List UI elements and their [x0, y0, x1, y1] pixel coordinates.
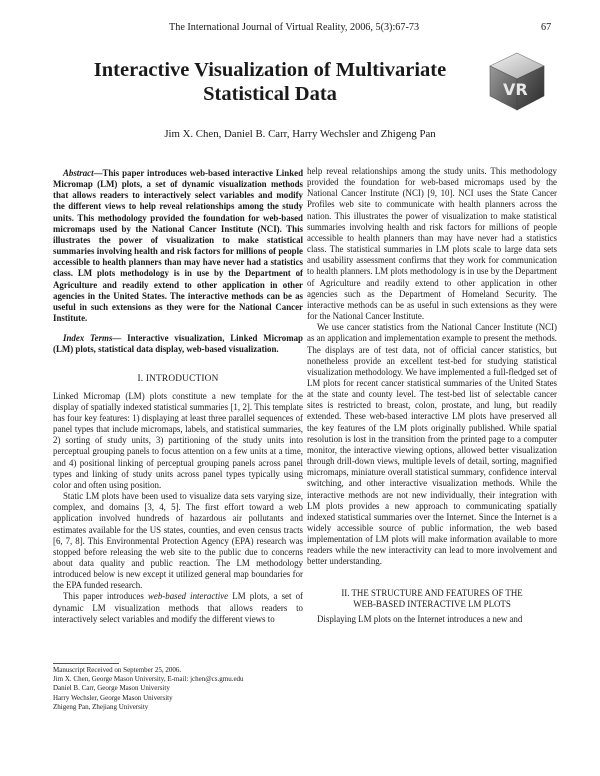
page-number: 67: [541, 22, 552, 33]
intro-p3-end: LM plots, a set of dynamic LM visualization methods that allows readers to interactively select variables and modify the different views to: [53, 591, 304, 624]
section-heading-introduction: I. INTRODUCTION: [137, 373, 219, 384]
footnote-received: Manuscript Received on September 25, 2006.: [53, 666, 182, 674]
structure-paragraph-1: Displaying LM plots on the Internet introduces a new and: [317, 613, 523, 624]
logo-text: VR: [503, 80, 528, 99]
abstract-label: Abstract: [63, 168, 94, 178]
index-terms-label: Index Terms: [63, 333, 113, 344]
section-heading-structure: [307, 588, 557, 610]
footnote-author-wechsler: Harry Wechsler, George Mason University: [53, 693, 173, 702]
abstract-text: —This paper introduces web-based interactive Linked Micromap (LM) plots, a set of dynamic visualization methods that allows readers to interactively select variables and modify the different views to help reveal relationships among the study units. This methodology provided the foundation for web-based micromaps used by the National Cancer Institute (NCI). This illustrates the power of visualization to make statistical summaries involving health and risk factors for millions of people accessible to health planners than may have never had a statistics class. LM plots methodology is in use by the Department of Agriculture and readily extend to other application in other agencies in the United States. The interactive methods can be as useful in such extensions as they were for the National Cancer Institute.: [53, 168, 303, 324]
intro-paragraph-3: [53, 591, 303, 624]
index-terms-text: — Interactive visualization, Linked Micromap (LM) plots, statistical data display, web-based visualization.: [53, 333, 303, 355]
intro-paragraph-2: Static LM plots have been used to visualize data sets varying size, complex, and domains [3, 4, 5]. The first effort toward a web application involved hundreds of hazardous air pollutants and estimates available for the US states, counties, and even census tracts [6, 7, 8]. This Environmental Protection Agency (EPA) research was stopped before releasing the web site to the public due to concerns about data quality and public reaction. The LM methodology introduced below is new except it utilized general map boundaries for the EPA funded research.: [53, 491, 303, 591]
footnotes: [53, 666, 303, 712]
intro-paragraph-3-continued: help reveal relationships among the study units. This methodology provided the foundation for web-based micromaps used by the National Cancer Institute (NCI) [9, 10]. NCI uses the State Cancer Profiles web site to communicate with health planners across the nation. This illustrates the power of visualization to make statistical summaries involving health and risk factors for millions of people accessible to health planners than may have never had a statistics class. The statistical summaries in LM plots scale to large data sets and usability assessment confirms that they work for communication to health planners. LM plots methodology is in use by the Department of Agriculture and readily extend to other application in other agencies such as the Department of Homeland Security. The interactive methods can be as useful in such extensions as they were for the National Cancer Institute.: [307, 166, 557, 322]
footnote-author-carr: Daniel B. Carr, George Mason University: [53, 684, 170, 693]
footnote-author-chen: Jim X. Chen, George Mason University, E-mail: jchen@cs.gmu.edu: [53, 675, 244, 684]
left-column: [53, 168, 303, 625]
journal-citation: The International Journal of Virtual Reality, 2006, 5(3):67-73: [169, 22, 420, 33]
section-heading-structure-line-2: WEB-BASED INTERACTIVE LM PLOTS: [353, 598, 511, 609]
title-line-1: Interactive Visualization of Multivariate: [93, 59, 447, 81]
abstract: [53, 168, 303, 324]
section-heading-structure-line-1: II. THE STRUCTURE AND FEATURES OF THE: [341, 587, 523, 598]
intro-p3-start: This paper introduces: [63, 591, 149, 602]
intro-paragraph-4: We use cancer statistics from the National Cancer Institute (NCI) as an application and implementation example to present the methods. The displays are of test data, not of official cancer statistics, but nonetheless provide an excellent test-bed for studying statistical visualization methodology. We have implemented a full-fledged set of LM plots for recent cancer statistical summaries of the United States at the state and county level. The test-bed list of selectable cancer sites is restricted to breast, colon, prostate, and lung, but readily extended. These web-based interactive LM plots have preserved all the key features of the LM plots originally published. While spatial resolution is lost in the transition from the printed page to a computer monitor, the interactive viewing options, allowed better visualization through drill-down views, multiple levels of detail, sorting, magnified micromaps, miniature overall statistical summary, confidence interval switching, and other interactive visualization methods. While the interactive methods are not new individually, their integration with LM plots provides a new approach to communicating spatially indexed statistical summaries over the Internet. Since the Internet is a widely accessible source of public information, the web based implementation of LM plots will make information available to more readers while the new interactivity can lead to more involvement and better understanding.: [307, 322, 557, 567]
intro-p3-emphasis: web-based interactive: [148, 591, 229, 602]
paper-title: [60, 58, 480, 106]
footnote-author-pan: Zhigeng Pan, Zhejiang University: [53, 702, 149, 711]
vr-cube-logo-icon: [486, 50, 548, 112]
author-list: Jim X. Chen, Daniel B. Carr, Harry Wechsler and Zhigeng Pan: [164, 128, 436, 140]
intro-paragraph-1: Linked Micromap (LM) plots constitute a new template for the display of spatially indexed statistical summaries [1, 2]. This template has four key features: 1) displaying at least three parallel sequences of panel types that include micromaps, labels, and statistical summaries, 2) sorting of study units, 3) partitioning of the study units into perceptual grouping panels to focus attention on a few units at a time, and 4) positional linking of perceptual grouping panels across panel types and linking of study units across panel types typically using color and often using position.: [53, 390, 303, 490]
index-terms: [53, 333, 303, 355]
right-column: [307, 166, 557, 625]
title-line-2: Statistical Data: [203, 83, 337, 105]
footnote-rule: [53, 663, 119, 664]
